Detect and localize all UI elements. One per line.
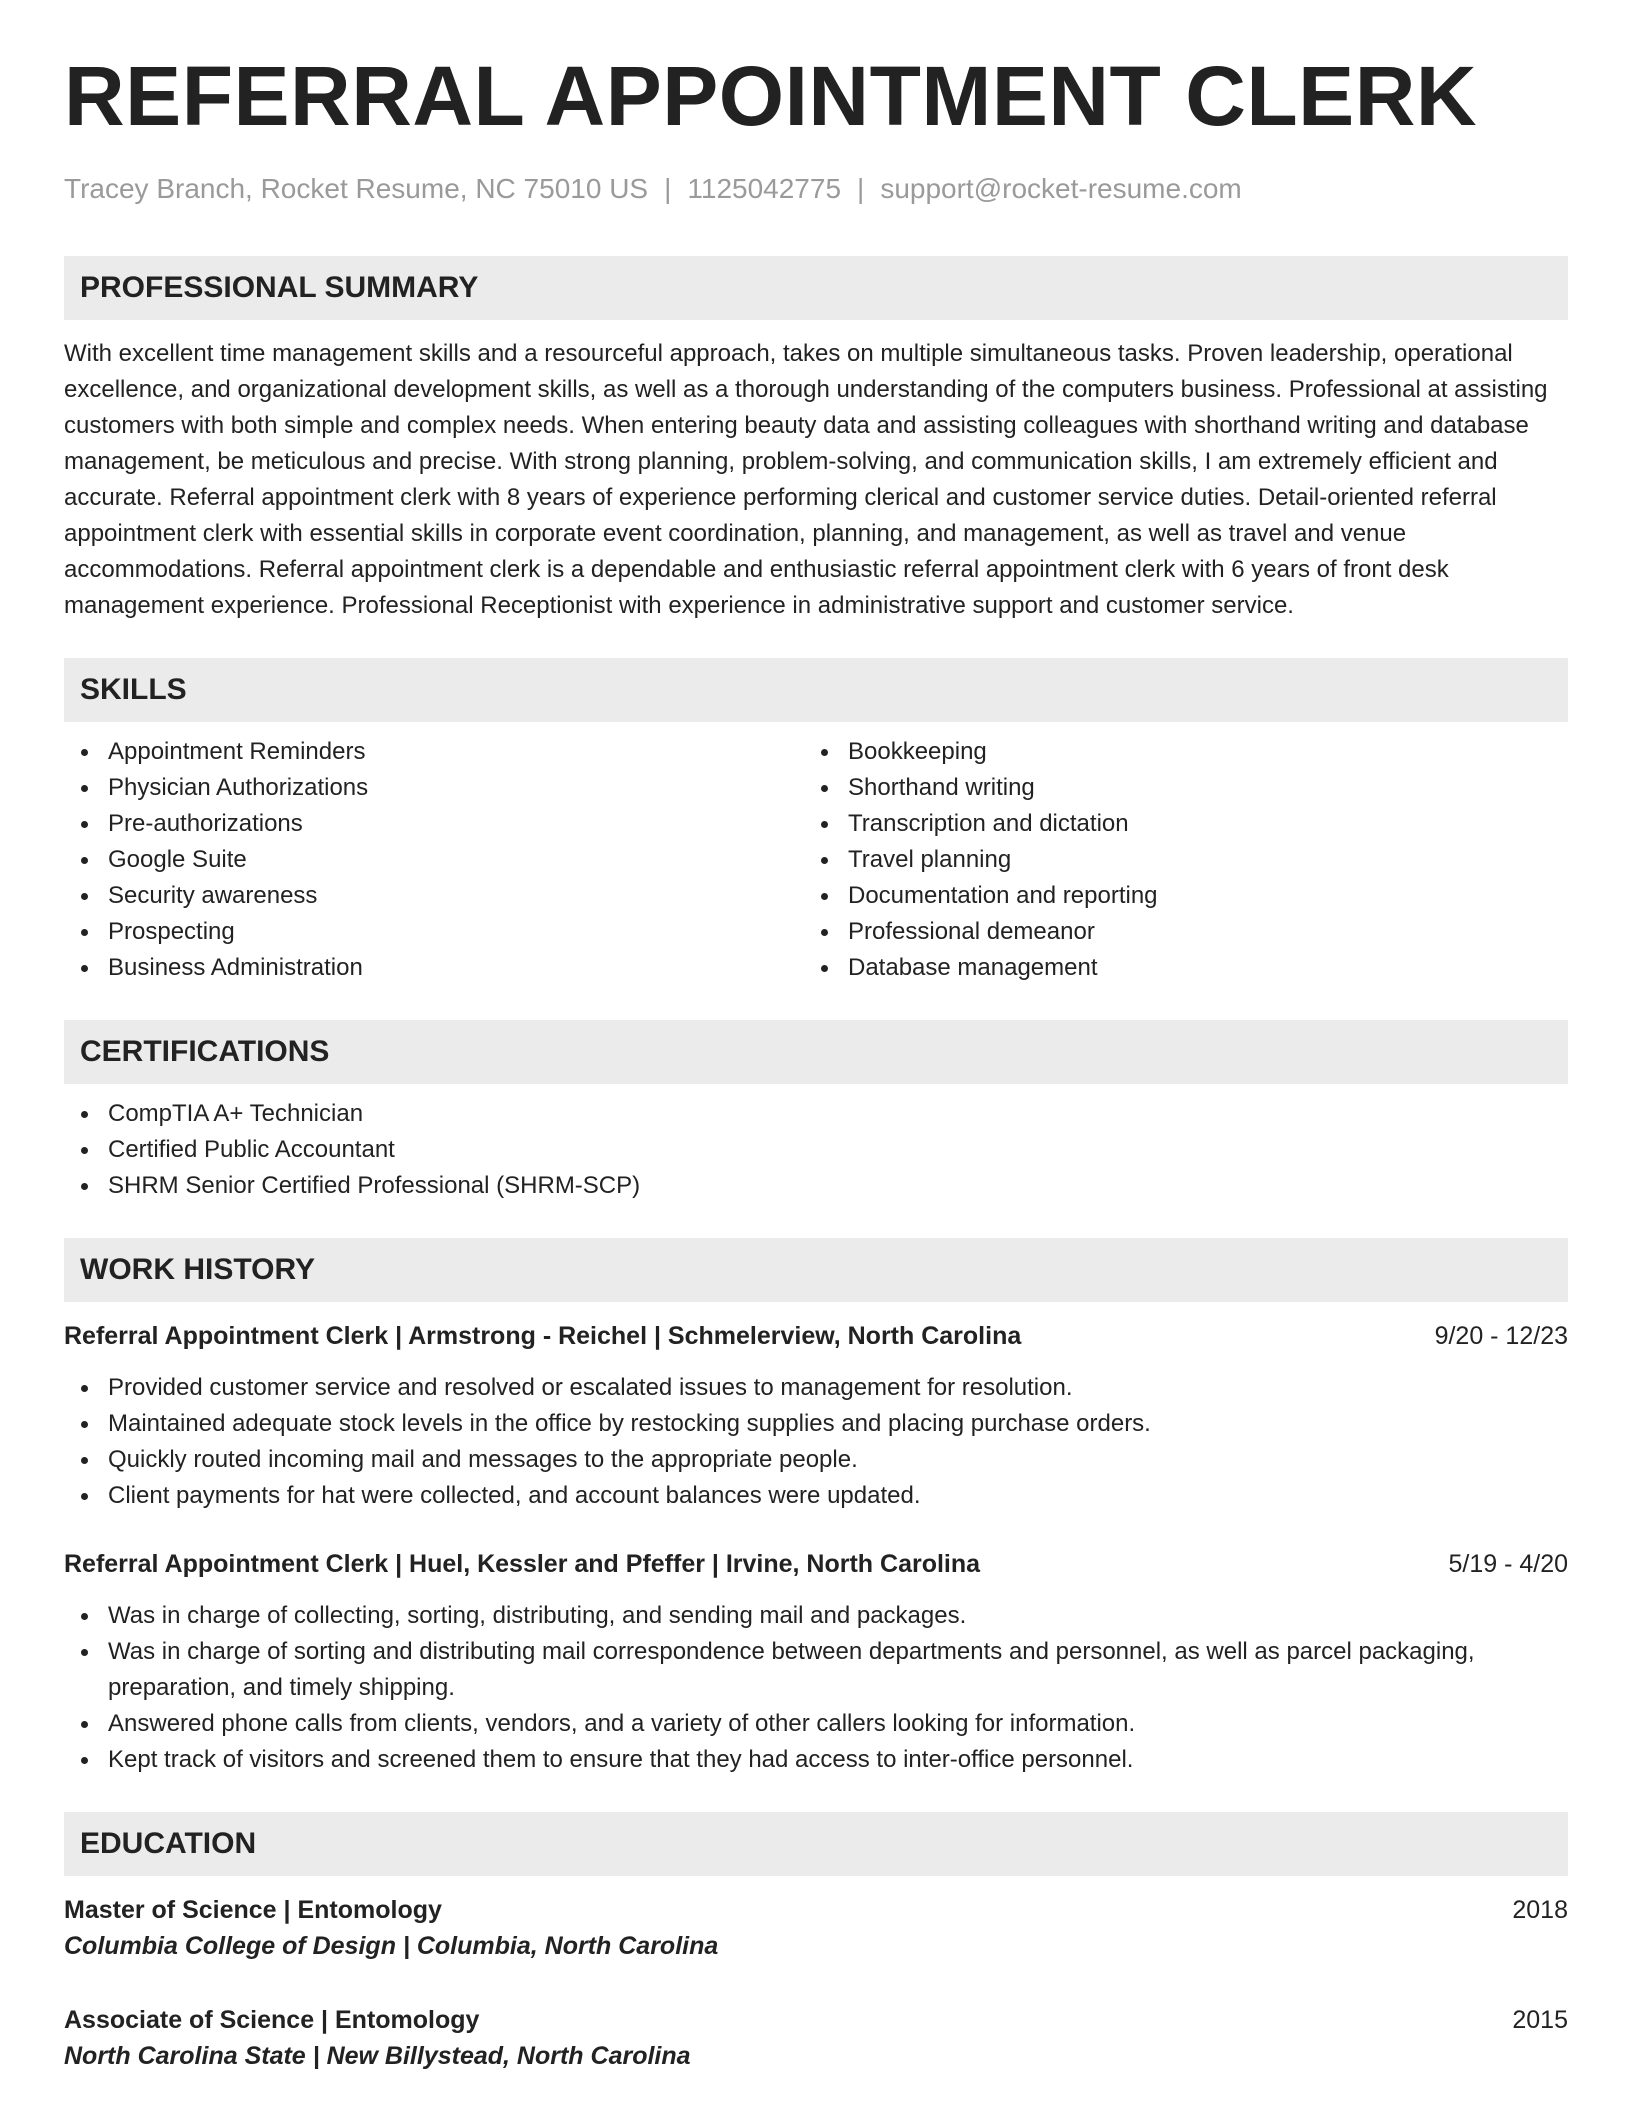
skills-list-left [64, 734, 804, 986]
skill-item: Security awareness [64, 878, 804, 914]
education-entry [64, 1892, 1568, 1964]
education-header [64, 1892, 1568, 1928]
contact-phone[interactable]: 1125042775 [687, 173, 842, 204]
job-duty: Client payments for hat were collected, and account balances were updated. [64, 1478, 1568, 1514]
skill-item: Appointment Reminders [64, 734, 804, 770]
skill-item: Professional demeanor [804, 914, 1544, 950]
skill-item: Business Administration [64, 950, 804, 986]
section-header-summary: PROFESSIONAL SUMMARY [64, 256, 1568, 320]
education-year: 2015 [1512, 2005, 1568, 2034]
contact-separator: | [857, 173, 865, 204]
skill-item: Transcription and dictation [804, 806, 1544, 842]
certifications-list [64, 1096, 1568, 1204]
skill-item: Bookkeeping [804, 734, 1544, 770]
skills-columns [64, 734, 1568, 986]
section-header-certifications: CERTIFICATIONS [64, 1020, 1568, 1084]
certification-item: SHRM Senior Certified Professional (SHRM-SCP) [64, 1168, 1568, 1204]
job-title: Referral Appointment Clerk | Armstrong - Reichel | Schmelerview, North Carolina [64, 1321, 1022, 1350]
job-duties [64, 1598, 1568, 1778]
skill-item: Physician Authorizations [64, 770, 804, 806]
skill-item: Documentation and reporting [804, 878, 1544, 914]
education-degree: Associate of Science | Entomology [64, 2005, 480, 2034]
certification-item: CompTIA A+ Technician [64, 1096, 1568, 1132]
job-dates: 9/20 - 12/23 [1434, 1321, 1568, 1350]
job-duty: Quickly routed incoming mail and messages to the appropriate people. [64, 1442, 1568, 1478]
job-title: Referral Appointment Clerk | Huel, Kessler and Pfeffer | Irvine, North Carolina [64, 1549, 981, 1578]
job-duty: Provided customer service and resolved or escalated issues to management for resolution. [64, 1370, 1568, 1406]
job-header [64, 1318, 1568, 1354]
education-school: Columbia College of Design | Columbia, North Carolina [64, 1931, 719, 1960]
skill-item: Google Suite [64, 842, 804, 878]
job-duty: Was in charge of sorting and distributing mail correspondence between departments and personnel, as well as parcel packaging, preparation, and timely shipping. [64, 1634, 1568, 1706]
resume-title: REFERRAL APPOINTMENT CLERK [64, 49, 1478, 143]
skill-item: Pre-authorizations [64, 806, 804, 842]
education-school: North Carolina State | New Billystead, North Carolina [64, 2041, 691, 2070]
contact-address: Tracey Branch, Rocket Resume, NC 75010 US [64, 173, 649, 204]
skill-item: Travel planning [804, 842, 1544, 878]
contact-line [64, 172, 1568, 206]
section-header-work-history: WORK HISTORY [64, 1238, 1568, 1302]
section-header-skills: SKILLS [64, 658, 1568, 722]
job-duty: Kept track of visitors and screened them to ensure that they had access to inter-office personnel. [64, 1742, 1568, 1778]
job-entry [64, 1318, 1568, 1514]
summary-text: With excellent time management skills and a resourceful approach, takes on multiple simultaneous tasks. Proven leadership, operational excellence, and organizational development skills, as well as a thorough understanding of the computers business. Professional at assisting customers with both simple and complex needs. When entering beauty data and assisting colleagues with shorthand writing and database management, be meticulous and precise. With strong planning, problem-solving, and communication skills, I am extremely efficient and accurate. Referral appointment clerk with 8 years of experience performing clerical and customer service duties. Detail-oriented referral appointment clerk with essential skills in corporate event coordination, planning, and management, as well as travel and venue accommodations. Referral appointment clerk is a dependable and enthusiastic referral appointment clerk with 6 years of front desk management experience. Professional Receptionist with experience in administrative support and customer service. [64, 339, 1548, 619]
skill-item: Database management [804, 950, 1544, 986]
contact-email[interactable]: support@rocket-resume.com [880, 173, 1242, 204]
education-header [64, 2002, 1568, 2038]
skills-list-right [804, 734, 1544, 986]
job-duty: Was in charge of collecting, sorting, distributing, and sending mail and packages. [64, 1598, 1568, 1634]
job-entry [64, 1546, 1568, 1778]
certification-item: Certified Public Accountant [64, 1132, 1568, 1168]
job-duties [64, 1370, 1568, 1514]
education-entry [64, 2002, 1568, 2074]
job-duty: Answered phone calls from clients, vendors, and a variety of other callers looking for information. [64, 1706, 1568, 1742]
education-degree: Master of Science | Entomology [64, 1895, 442, 1924]
job-header [64, 1546, 1568, 1582]
skill-item: Prospecting [64, 914, 804, 950]
contact-separator: | [664, 173, 672, 204]
job-dates: 5/19 - 4/20 [1448, 1549, 1568, 1578]
skill-item: Shorthand writing [804, 770, 1544, 806]
job-duty: Maintained adequate stock levels in the office by restocking supplies and placing purchase orders. [64, 1406, 1568, 1442]
education-year: 2018 [1512, 1895, 1568, 1924]
section-header-education: EDUCATION [64, 1812, 1568, 1876]
